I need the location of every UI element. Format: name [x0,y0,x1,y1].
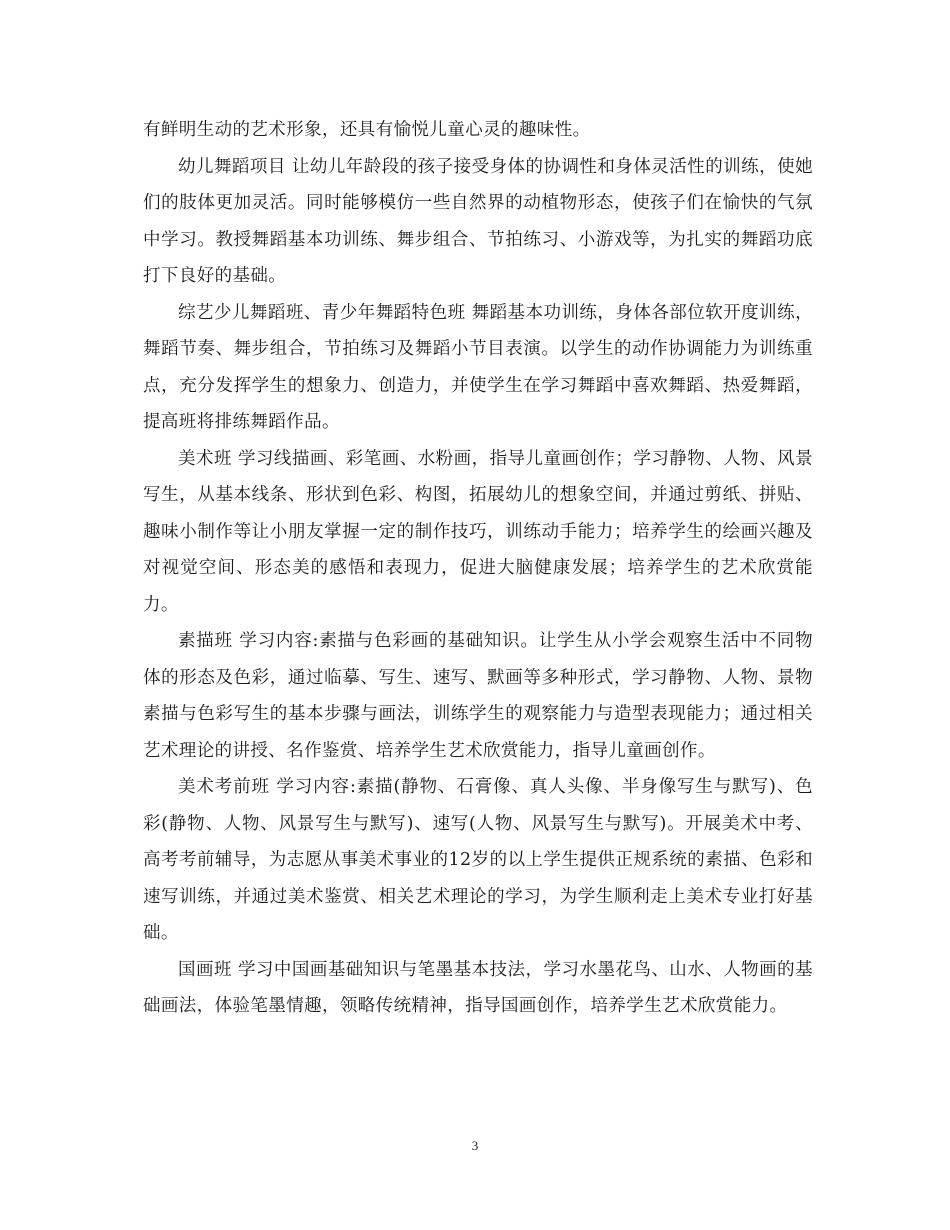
paragraph: 国画班 学习中国画基础知识与笔墨基本技法，学习水墨花鸟、山水、人物画的基础画法，体验笔墨情趣，领略传统精神，指导国画创作，培养学生艺术欣赏能力。 [143,959,813,1016]
paragraph: 美术考前班 学习内容:素描(静物、石膏像、真人头像、半身像写生与默写)、色彩(静物、人物、风景写生与默写)、速写(人物、风景写生与默写)。开展美术中考、高考考前辅导，为志愿从事美术事业的12岁的以上学生提供正规系统的素描、色彩和速写训练，并通过美术鉴赏、相关艺术理论的学习，为学生顺利走上美术专业打好基础。 [143,777,813,943]
page-number: 3 [471,1138,479,1153]
paragraph: 幼儿舞蹈项目 让幼儿年龄段的孩子接受身体的协调性和身体灵活性的训练，使她们的肢体更加灵活。同时能够模仿一些自然界的动植物形态，使孩子们在愉快的气氛中学习。教授舞蹈基本功训练、舞步组合、节拍练习、小游戏等，为扎实的舞蹈功底打下良好的基础。 [143,156,813,286]
paragraph: 综艺少儿舞蹈班、青少年舞蹈特色班 舞蹈基本功训练，身体各部位软开度训练，舞蹈节奏、舞步组合，节拍练习及舞蹈小节目表演。以学生的动作协调能力为训练重点，充分发挥学生的想象力、创造力，并使学生在学习舞蹈中喜欢舞蹈、热爱舞蹈，提高班将排练舞蹈作品。 [143,302,813,432]
paragraph: 美术班 学习线描画、彩笔画、水粉画，指导儿童画创作；学习静物、人物、风景写生，从基本线条、形状到色彩、构图，拓展幼儿的想象空间，并通过剪纸、拼贴、趣味小制作等让小朋友掌握一定的制作技巧，训练动手能力；培养学生的绘画兴趣及对视觉空间、形态美的感悟和表现力，促进大脑健康发展；培养学生的艺术欣赏能力。 [143,448,813,615]
document-body [143,112,813,1025]
paragraph: 素描班 学习内容:素描与色彩画的基础知识。让学生从小学会观察生活中不同物体的形态及色彩，通过临摹、写生、速写、默画等多种形式，学习静物、人物、景物素描与色彩写生的基本步骤与画法，训练学生的观察能力与造型表现能力；通过相关艺术理论的讲授、名作鉴赏、培养学生艺术欣赏能力，指导儿童画创作。 [143,631,813,761]
paragraph: 有鲜明生动的艺术形象，还具有愉悦儿童心灵的趣味性。 [143,120,591,140]
